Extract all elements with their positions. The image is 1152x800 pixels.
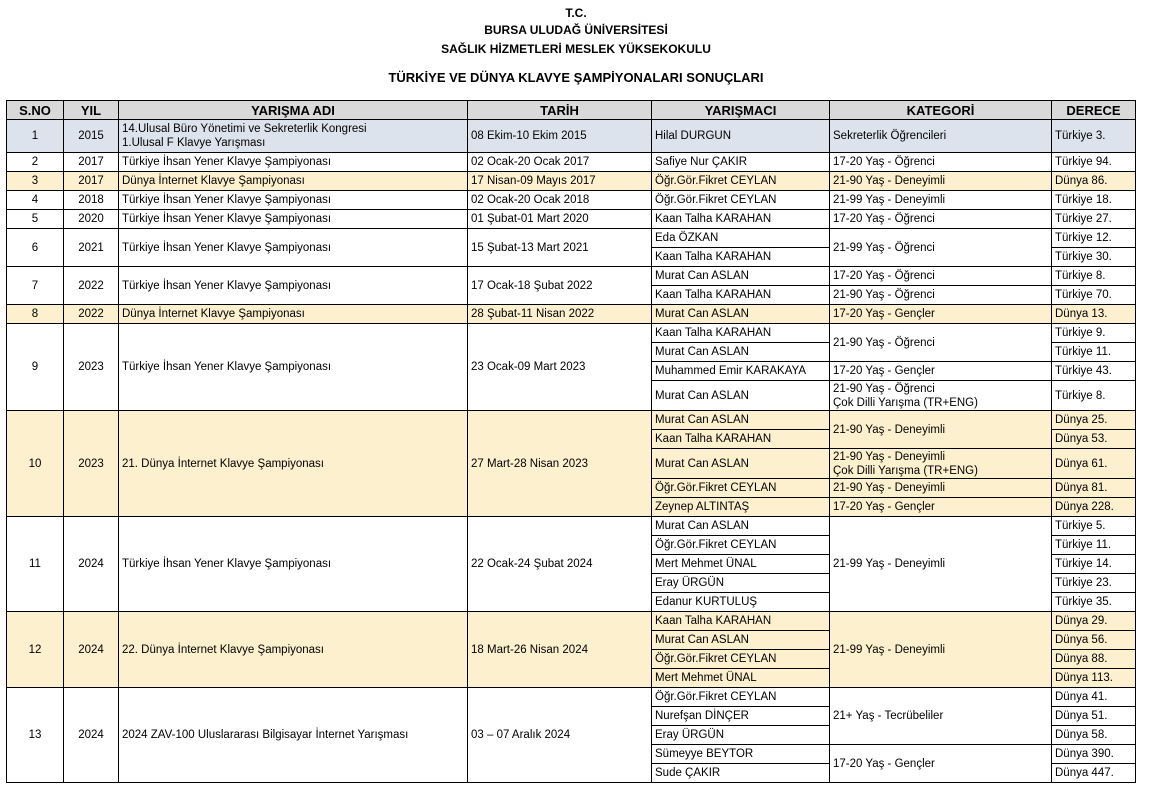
cell-contestant: Kaan Talha KARAHAN	[652, 324, 830, 343]
cell-sno: 12	[7, 612, 64, 688]
cell-category: 21-99 Yaş - Öğrenci	[830, 229, 1052, 267]
cell-category: 17-20 Yaş - Gençler	[830, 745, 1052, 783]
cell-contestant: Murat Can ASLAN	[652, 517, 830, 536]
cell-rank: Türkiye 11.	[1052, 343, 1136, 362]
cell-category: 17-20 Yaş - Öğrenci	[830, 267, 1052, 286]
cell-contestant: Murat Can ASLAN	[652, 631, 830, 650]
cell-rank: Dünya 88.	[1052, 650, 1136, 669]
cell-name: Türkiye İhsan Yener Klavye Şampiyonası	[119, 267, 468, 305]
cell-contestant: Edanur KURTULUŞ	[652, 593, 830, 612]
cell-contestant: Kaan Talha KARAHAN	[652, 210, 830, 229]
cell-rank: Dünya 86.	[1052, 172, 1136, 191]
cell-rank: Dünya 25.	[1052, 411, 1136, 430]
cell-year: 2024	[64, 688, 119, 783]
cell-year: 2021	[64, 229, 119, 267]
cell-date: 27 Mart-28 Nisan 2023	[468, 411, 652, 517]
cell-category: 21-90 Yaş - Öğrenci	[830, 286, 1052, 305]
cell-category-line: Çok Dilli Yarışma (TR+ENG)	[833, 396, 978, 409]
cell-contestant: Murat Can ASLAN	[652, 381, 830, 411]
cell-date: 23 Ocak-09 Mart 2023	[468, 324, 652, 411]
cell-contestant: Hilal DURGUN	[652, 120, 830, 153]
cell-contestant: Murat Can ASLAN	[652, 267, 830, 286]
cell-rank: Dünya 29.	[1052, 612, 1136, 631]
cell-category: 21-99 Yaş - Deneyimli	[830, 517, 1052, 612]
cell-rank: Türkiye 14.	[1052, 555, 1136, 574]
cell-contestant: Murat Can ASLAN	[652, 305, 830, 324]
cell-date: 17 Nisan-09 Mayıs 2017	[468, 172, 652, 191]
cell-contestant: Eda ÖZKAN	[652, 229, 830, 248]
cell-rank: Dünya 113.	[1052, 669, 1136, 688]
cell-contestant: Safiye Nur ÇAKIR	[652, 153, 830, 172]
cell-year: 2024	[64, 612, 119, 688]
cell-category: 21-90 Yaş - Öğrenci	[830, 324, 1052, 362]
cell-year: 2017	[64, 172, 119, 191]
cell-year: 2023	[64, 324, 119, 411]
cell-contestant: Mert Mehmet ÜNAL	[652, 555, 830, 574]
cell-sno: 11	[7, 517, 64, 612]
cell-sno: 10	[7, 411, 64, 517]
cell-rank: Türkiye 70.	[1052, 286, 1136, 305]
cell-sno: 6	[7, 229, 64, 267]
col-header-rank: DERECE	[1052, 101, 1136, 120]
cell-date: 17 Ocak-18 Şubat 2022	[468, 267, 652, 305]
cell-category	[830, 381, 1052, 411]
cell-year: 2017	[64, 153, 119, 172]
cell-contestant: Sude ÇAKIR	[652, 764, 830, 783]
cell-sno: 9	[7, 324, 64, 411]
page-title: TÜRKİYE VE DÜNYA KLAVYE ŞAMPİYONALARI SONUÇLARI	[388, 70, 764, 85]
cell-category: 17-20 Yaş - Öğrenci	[830, 210, 1052, 229]
cell-name-line: 14.Ulusal Büro Yönetimi ve Sekreterlik Kongresi	[122, 123, 367, 135]
cell-sno: 3	[7, 172, 64, 191]
results-table	[6, 100, 1136, 783]
cell-category: 21-90 Yaş - Deneyimli	[830, 411, 1052, 449]
cell-rank: Türkiye 8.	[1052, 381, 1136, 411]
table-row	[7, 612, 1136, 631]
table-row	[7, 120, 1136, 153]
cell-date: 15 Şubat-13 Mart 2021	[468, 229, 652, 267]
cell-name: Türkiye İhsan Yener Klavye Şampiyonası	[119, 324, 468, 411]
cell-rank: Türkiye 23.	[1052, 574, 1136, 593]
cell-name: Türkiye İhsan Yener Klavye Şampiyonası	[119, 210, 468, 229]
cell-year: 2024	[64, 517, 119, 612]
cell-year: 2020	[64, 210, 119, 229]
cell-rank: Dünya 447.	[1052, 764, 1136, 783]
cell-contestant: Öğr.Gör.Fikret CEYLAN	[652, 172, 830, 191]
cell-rank: Dünya 61.	[1052, 449, 1136, 479]
cell-category: 21-90 Yaş - Deneyimli	[830, 479, 1052, 498]
cell-category: 21-99 Yaş - Deneyimli	[830, 612, 1052, 688]
cell-rank: Türkiye 11.	[1052, 536, 1136, 555]
cell-category: 17-20 Yaş - Gençler	[830, 305, 1052, 324]
cell-rank: Dünya 56.	[1052, 631, 1136, 650]
cell-contestant: Kaan Talha KARAHAN	[652, 248, 830, 267]
table-row	[7, 267, 1136, 286]
table-row	[7, 324, 1136, 343]
cell-category: 21-99 Yaş - Deneyimli	[830, 191, 1052, 210]
cell-date: 01 Şubat-01 Mart 2020	[468, 210, 652, 229]
col-header-date: TARİH	[468, 101, 652, 120]
cell-name: Türkiye İhsan Yener Klavye Şampiyonası	[119, 517, 468, 612]
header-school: SAĞLIK HİZMETLERİ MESLEK YÜKSEKOKULU	[441, 42, 711, 56]
cell-rank: Dünya 58.	[1052, 726, 1136, 745]
cell-year: 2022	[64, 267, 119, 305]
col-header-contestant: YARIŞMACI	[652, 101, 830, 120]
cell-name-line: 1.Ulusal F Klavye Yarışması	[122, 137, 266, 149]
cell-sno: 4	[7, 191, 64, 210]
cell-name: Türkiye İhsan Yener Klavye Şampiyonası	[119, 191, 468, 210]
table-row	[7, 688, 1136, 707]
cell-date: 18 Mart-26 Nisan 2024	[468, 612, 652, 688]
cell-contestant: Öğr.Gör.Fikret CEYLAN	[652, 688, 830, 707]
cell-rank: Dünya 41.	[1052, 688, 1136, 707]
cell-year: 2018	[64, 191, 119, 210]
cell-name: Dünya İnternet Klavye Şampiyonası	[119, 305, 468, 324]
col-header-sno: S.NO	[7, 101, 64, 120]
cell-rank: Türkiye 30.	[1052, 248, 1136, 267]
cell-contestant: Öğr.Gör.Fikret CEYLAN	[652, 536, 830, 555]
cell-sno: 1	[7, 120, 64, 153]
cell-contestant: Öğr.Gör.Fikret CEYLAN	[652, 191, 830, 210]
cell-sno: 8	[7, 305, 64, 324]
cell-rank: Türkiye 43.	[1052, 362, 1136, 381]
cell-contestant: Mert Mehmet ÜNAL	[652, 669, 830, 688]
cell-name: 22. Dünya İnternet Klavye Şampiyonası	[119, 612, 468, 688]
cell-rank: Türkiye 35.	[1052, 593, 1136, 612]
cell-rank: Türkiye 3.	[1052, 120, 1136, 153]
cell-contestant: Kaan Talha KARAHAN	[652, 286, 830, 305]
table-row	[7, 411, 1136, 430]
cell-name: 2024 ZAV-100 Uluslararası Bilgisayar İnternet Yarışması	[119, 688, 468, 783]
cell-rank: Türkiye 18.	[1052, 191, 1136, 210]
table-row	[7, 210, 1136, 229]
cell-name: 21. Dünya İnternet Klavye Şampiyonası	[119, 411, 468, 517]
cell-date: 22 Ocak-24 Şubat 2024	[468, 517, 652, 612]
cell-rank: Türkiye 27.	[1052, 210, 1136, 229]
cell-category: 17-20 Yaş - Gençler	[830, 498, 1052, 517]
cell-year: 2023	[64, 411, 119, 517]
cell-date: 28 Şubat-11 Nisan 2022	[468, 305, 652, 324]
cell-category-line: 21-90 Yaş - Deneyimli	[833, 450, 946, 463]
cell-contestant: Eray ÜRGÜN	[652, 574, 830, 593]
cell-date: 03 – 07 Aralık 2024	[468, 688, 652, 783]
cell-rank: Türkiye 94.	[1052, 153, 1136, 172]
cell-date: 08 Ekim-10 Ekim 2015	[468, 120, 652, 153]
cell-category: 21+ Yaş - Tecrübeliler	[830, 688, 1052, 745]
table-row	[7, 229, 1136, 248]
table-row	[7, 517, 1136, 536]
table-row	[7, 191, 1136, 210]
table-row	[7, 172, 1136, 191]
cell-category: 17-20 Yaş - Gençler	[830, 362, 1052, 381]
cell-year: 2022	[64, 305, 119, 324]
col-header-year: YIL	[64, 101, 119, 120]
cell-rank: Dünya 53.	[1052, 430, 1136, 449]
cell-category	[830, 449, 1052, 479]
cell-rank: Dünya 390.	[1052, 745, 1136, 764]
table-row	[7, 305, 1136, 324]
cell-sno: 7	[7, 267, 64, 305]
table-header-row	[7, 101, 1136, 120]
cell-name: Türkiye İhsan Yener Klavye Şampiyonası	[119, 153, 468, 172]
cell-date: 02 Ocak-20 Ocak 2018	[468, 191, 652, 210]
cell-rank: Dünya 13.	[1052, 305, 1136, 324]
col-header-category: KATEGORİ	[830, 101, 1052, 120]
cell-year: 2015	[64, 120, 119, 153]
header-tc: T.C.	[565, 6, 587, 20]
cell-date: 02 Ocak-20 Ocak 2017	[468, 153, 652, 172]
cell-name: Dünya İnternet Klavye Şampiyonası	[119, 172, 468, 191]
table-row	[7, 153, 1136, 172]
cell-contestant: Eray ÜRGÜN	[652, 726, 830, 745]
cell-name	[119, 120, 468, 153]
header-university: BURSA ULUDAĞ ÜNİVERSİTESİ	[484, 23, 668, 37]
cell-contestant: Kaan Talha KARAHAN	[652, 612, 830, 631]
cell-contestant: Öğr.Gör.Fikret CEYLAN	[652, 650, 830, 669]
cell-category: Sekreterlik Öğrencileri	[830, 120, 1052, 153]
cell-rank: Türkiye 9.	[1052, 324, 1136, 343]
cell-contestant: Muhammed Emir KARAKAYA	[652, 362, 830, 381]
cell-category-line: Çok Dilli Yarışma (TR+ENG)	[833, 464, 978, 477]
cell-contestant: Murat Can ASLAN	[652, 449, 830, 479]
cell-contestant: Murat Can ASLAN	[652, 343, 830, 362]
cell-contestant: Öğr.Gör.Fikret CEYLAN	[652, 479, 830, 498]
cell-sno: 2	[7, 153, 64, 172]
cell-sno: 5	[7, 210, 64, 229]
cell-contestant: Kaan Talha KARAHAN	[652, 430, 830, 449]
cell-contestant: Zeynep ALTINTAŞ	[652, 498, 830, 517]
cell-rank: Türkiye 12.	[1052, 229, 1136, 248]
cell-category-line: 21-90 Yaş - Öğrenci	[833, 382, 935, 395]
cell-rank: Türkiye 8.	[1052, 267, 1136, 286]
cell-rank: Türkiye 5.	[1052, 517, 1136, 536]
cell-name: Türkiye İhsan Yener Klavye Şampiyonası	[119, 229, 468, 267]
cell-rank: Dünya 228.	[1052, 498, 1136, 517]
cell-contestant: Nurefşan DİNÇER	[652, 707, 830, 726]
col-header-name: YARIŞMA ADI	[119, 101, 468, 120]
cell-category: 17-20 Yaş - Öğrenci	[830, 153, 1052, 172]
cell-rank: Dünya 51.	[1052, 707, 1136, 726]
cell-sno: 13	[7, 688, 64, 783]
cell-contestant: Murat Can ASLAN	[652, 411, 830, 430]
cell-contestant: Sümeyye BEYTOR	[652, 745, 830, 764]
cell-rank: Dünya 81.	[1052, 479, 1136, 498]
cell-category: 21-90 Yaş - Deneyimli	[830, 172, 1052, 191]
